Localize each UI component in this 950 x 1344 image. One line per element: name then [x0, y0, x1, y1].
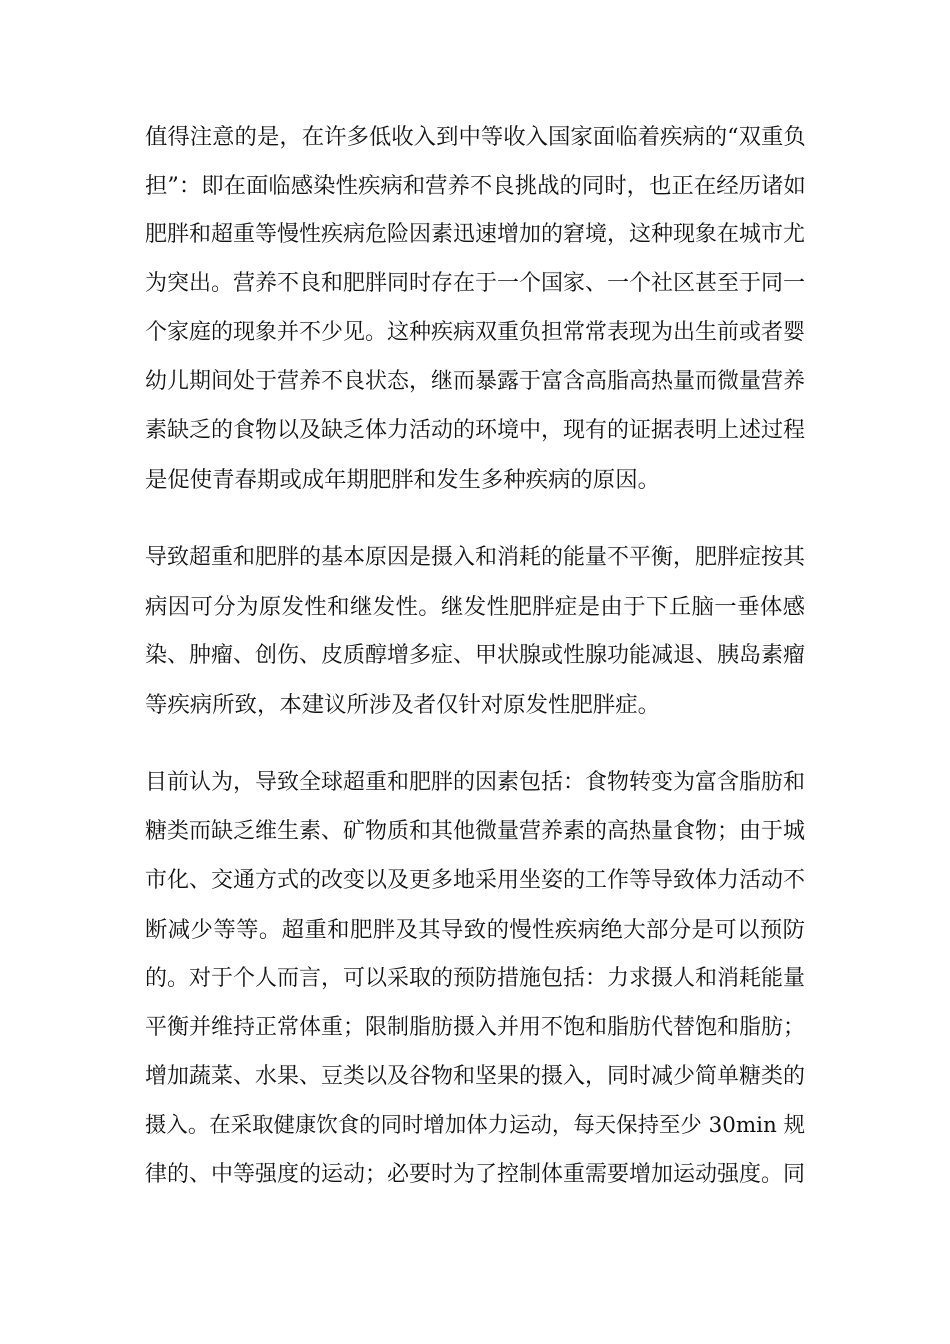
paragraph-1-line-1: 值得注意的是，在许多低收入到中等收入国家面临着疾病的“双重负: [145, 124, 806, 150]
paragraph-1-line-7: 素缺乏的食物以及缺乏体力活动的环境中，现有的证据表明上述过程: [145, 418, 806, 443]
paragraph-1-line-4: 为突出。营养不良和肥胖同时存在于一个国家、一个社区甚至于同一: [145, 271, 806, 296]
paragraph-3-line-7: 增加蔬菜、水果、豆类以及谷物和坚果的摄入，同时减少简单糖类的: [145, 1064, 806, 1089]
paragraph-2-line-4: 等疾病所致，本建议所涉及者仅针对原发性肥胖症。: [145, 692, 660, 718]
paragraph-1-line-2: 担”：即在面临感染性疾病和营养不良挑战的同时，也正在经历诸如: [145, 173, 806, 199]
paragraph-2-line-3: 染、肿瘤、创伤、皮质醇增多症、甲状腺或性腺功能减退、胰岛素瘤: [145, 643, 806, 668]
paragraph-1-line-8: 是促使青春期或成年期肥胖和发生多种疾病的原因。: [145, 467, 660, 493]
paragraph-3-line-8: 摄入。在采取健康饮食的同时增加体力运动，每天保持至少 30min 规: [145, 1113, 805, 1138]
paragraph-3-line-1: 目前认为，导致全球超重和肥胖的因素包括：食物转变为富含脂肪和: [145, 770, 806, 795]
paragraph-3-line-6: 平衡并维持正常体重；限制脂肪摄入并用不饱和脂肪代替饱和脂肪；: [145, 1015, 806, 1040]
paragraph-1-line-5: 个家庭的现象并不少见。这种疾病双重负担常常表现为出生前或者婴: [145, 320, 806, 345]
paragraph-3-line-3: 市化、交通方式的改变以及更多地采用坐姿的工作等导致体力活动不: [145, 868, 806, 893]
paragraph-3-line-5: 的。对于个人而言，可以采取的预防措施包括：力求摄人和消耗能量: [145, 966, 806, 991]
paragraph-1-line-3: 肥胖和超重等慢性疾病危险因素迅速增加的窘境，这种现象在城市尤: [145, 222, 806, 247]
paragraph-2-line-1: 导致超重和肥胖的基本原因是摄入和消耗的能量不平衡，肥胖症按其: [145, 545, 806, 570]
paragraph-3-line-4: 断减少等等。超重和肥胖及其导致的慢性疾病绝大部分是可以预防: [145, 917, 805, 943]
paragraph-2-line-2: 病因可分为原发性和继发性。继发性肥胖症是由于下丘脑一垂体感: [145, 594, 805, 620]
paragraph-3-line-2: 糖类而缺乏维生素、矿物质和其他微量营养素的高热量食物；由于城: [145, 819, 806, 844]
paragraph-3-line-9: 律的、中等强度的运动；必要时为了控制体重需要增加运动强度。同: [145, 1162, 806, 1187]
paragraph-1-line-6: 幼儿期间处于营养不良状态，继而暴露于富含高脂高热量而微量营养: [145, 369, 806, 394]
